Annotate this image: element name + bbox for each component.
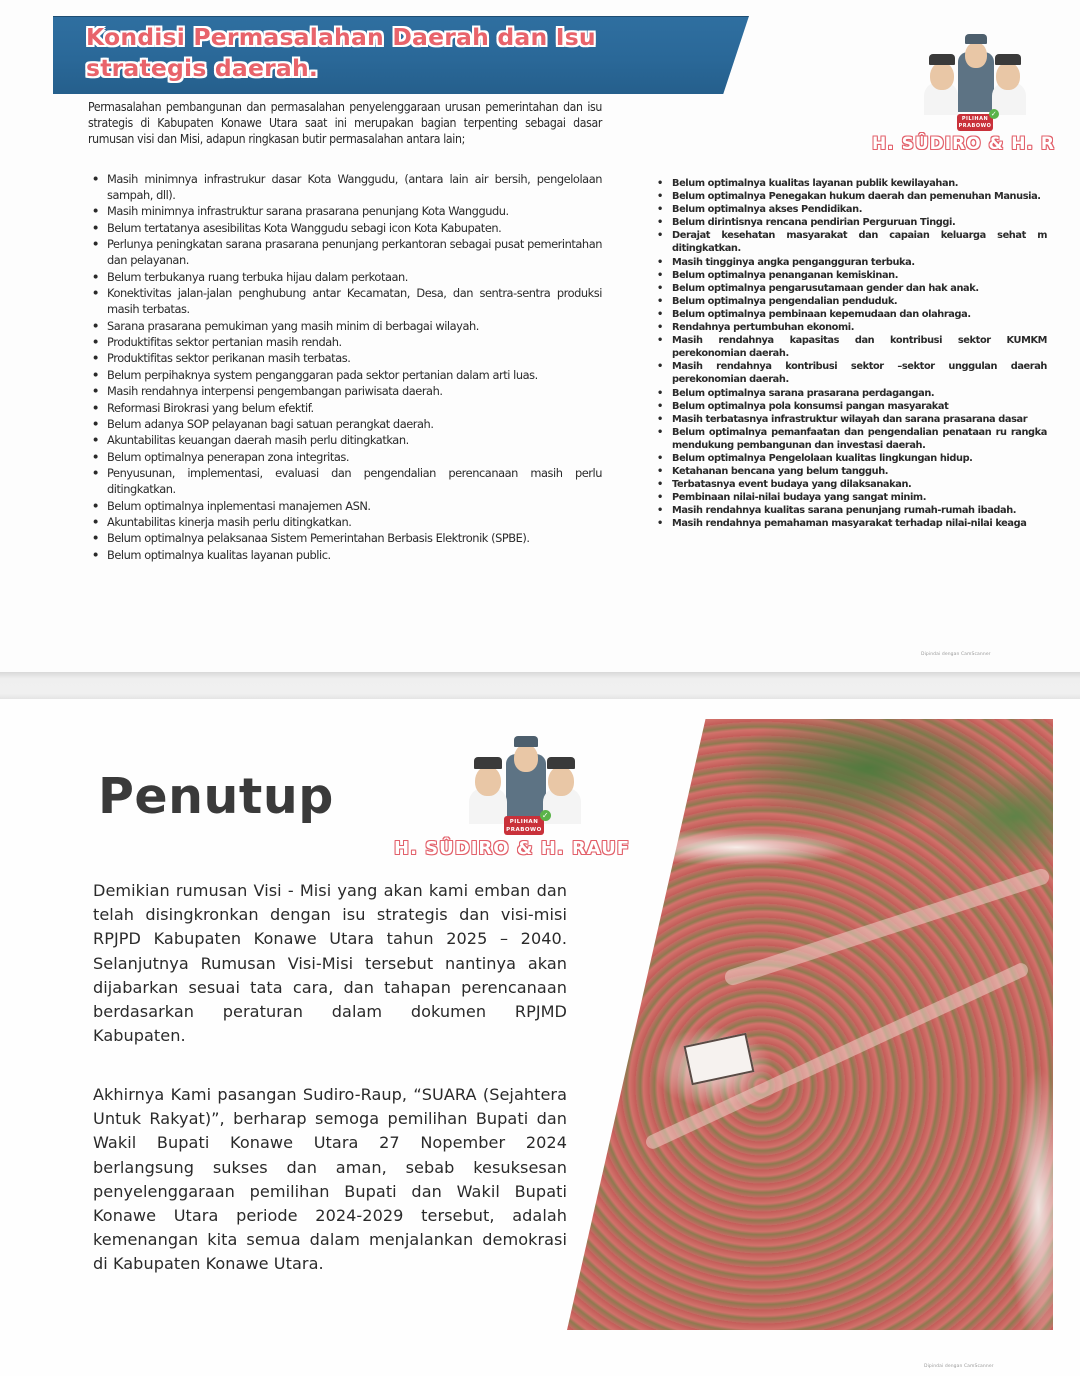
list-item: • Belum optimalnya pola konsumsi pangan masyarakat [655,400,1047,413]
list-item: • Masih rendahnya kapasitas dan kontribusi sektor KUMKM perekonomian daerah. [655,334,1047,360]
list-item: • Masih minimnya infrastrukur dasar Kota Wanggudu, (antara lain air bersih, pengelolaan sampah, dll). [90,171,602,203]
pilihan-prabowo-badge: PILIHAN PRABOWO ✓ [958,110,998,129]
candidate-name: H. SÛDIRO & H. R [872,134,1055,154]
list-item: • Masih rendahnya pemahaman masyarakat terhadap nilai-nilai keaga [655,517,1047,530]
list-item: • Belum optimalnya pembinaan kepemudaan dan olahraga. [655,308,1047,321]
list-item: • Belum tertatanya asesibilitas Kota Wanggudu sebagi icon Kota Kabupaten. [90,220,602,236]
closing-title: Penutup [98,768,334,825]
issues-list-left [90,171,602,563]
list-item: • Terbatasnya event budaya yang dilaksanakan. [655,478,1047,491]
page-separator [0,672,1080,699]
check-icon: ✓ [990,110,998,118]
candidate-logo [394,728,650,859]
list-item: • Akuntabilitas kinerja masih perlu ditingkatkan. [90,514,602,530]
list-item: • Produktifitas sektor perikanan masih terbatas. [90,350,602,366]
list-item: • Masih rendahnya kontribusi sektor –sektor unggulan daerah perekonomian daerah. [655,360,1047,386]
list-item: • Reformasi Birokrasi yang belum efektif. [90,400,602,416]
pilihan-prabowo-badge: PILIHAN PRABOWO ✓ [504,816,544,835]
closing-paragraph-1: Demikian rumusan Visi - Misi yang akan kami emban dan telah disingkronkan dengan isu strategis dan visi-misi RPJPD Kabupaten Konawe Utara tahun 2025 – 2040. Selanjutnya Rumusan Visi-Misi tersebut nantinya akan dijabarkan sesuai tata cara, dan tahapan perencanaan berdasarkan peraturan dalam dokumen RPJMD Kabupaten. [93,881,567,1046]
list-item: • Masih rendahnya interpensi pengembangan pariwisata daerah. [90,383,602,399]
list-item: • Belum dirintisnya rencana pendirian Perguruan Tinggi. [655,216,1047,229]
photo-path-detail [723,867,1051,987]
list-item: • Konektivitas jalan-jalan penghubung antar Kecamatan, Desa, dan sentra-sentra produksi masih terbatas. [90,285,602,317]
list-item: • Rendahnya pertumbuhan ekonomi. [655,321,1047,334]
list-item: • Masih rendahnya kualitas sarana penunjang rumah-rumah ibadah. [655,504,1047,517]
list-item: • Belum optimalnya penerapan zona integritas. [90,449,602,465]
list-item: • Belum optimalnya kualitas layanan publik kewilayahan. [655,177,1047,190]
list-item: • Belum optimalnya penanganan kemiskinan. [655,269,1047,282]
list-item: • Belum optimalnya pemanfaatan dan pengendalian penataan ru rangka mendukung pembangunan dan investasi daerah. [655,426,1047,452]
list-item: • Masih minimnya infrastruktur sarana prasarana penunjang Kota Wanggudu. [90,203,602,219]
hut-icon [684,1033,755,1085]
list-item: • Perlunya peningkatan sarana prasarana penunjang perkantoran sebagai pusat pemerintahan dan pelayanan. [90,236,602,268]
list-item: • Belum optimalnya inplementasi manajemen ASN. [90,498,602,514]
closing-paragraph-2: Akhirnya Kami pasangan Sudiro-Raup, “SUARA (Sejahtera Untuk Rakyat)”, berharap semoga pemilihan Bupati dan Wakil Bupati Konawe Utara 27 Nopember 2024 berlangsung sukses dan aman, sebab kesuksesan penyelenggaraan pemilihan Bupati dan Wakil Bupati Konawe Utara periode 2024-2029 tersebut, adalah kemenangan kita semua dalam menjalankan demokrasi di Kabupaten Konawe Utara. [93,1085,567,1274]
page-title: Kondisi Permasalahan Daerah dan Isu strategis daerah. [86,23,596,82]
list-item: • Sarana prasarana pemukiman yang masih minim di berbagai wilayah. [90,318,602,334]
list-item: • Produktifitas sektor pertanian masih rendah. [90,334,602,350]
candidate-photo-icon [465,732,585,824]
list-item: • Belum optimalnya pelaksanaa Sistem Pemerintahan Berbasis Elektronik (SPBE). [90,530,602,546]
list-item: • Akuntabilitas keuangan daerah masih perlu ditingkatkan. [90,432,602,448]
intro-paragraph: Permasalahan pembangunan dan permasalahan penyelenggaraan urusan pemerintahan dan isu strategis di Kabupaten Konawe Utara saat ini merupakan bagian terpenting sebagai dasar rumusan visi dan Misi, adapun ringkasan butir permasalahan antara lain; [88,100,602,147]
list-item: • Belum adanya SOP pelayanan bagi satuan perangkat daerah. [90,416,602,432]
list-item: • Pembinaan nilai-nilai budaya yang sangat minim. [655,491,1047,504]
list-item: • Belum perpihaknya system penganggaran pada sektor pertanian dalam arti luas. [90,367,602,383]
candidate-name: H. SÛDIRO & H. RAUF [394,838,631,859]
list-item: • Belum optimalnya akses Pendidikan. [655,203,1047,216]
list-item: • Masih terbatasnya infrastruktur wilayah dan sarana prasarana dasar [655,413,1047,426]
list-item: • Belum optimalnya sarana prasarana perdagangan. [655,387,1047,400]
candidate-photo-icon [920,30,1030,115]
list-item: • Belum optimalnya Penegakan hukum daerah dan pemenuhan Manusia. [655,190,1047,203]
list-item: • Belum optimalnya kualitas layanan public. [90,547,602,563]
scanner-watermark: Dipindai dengan CamScanner [924,1364,994,1369]
list-item: • Belum optimalnya Pengelolaan kualitas lingkungan hidup. [655,452,1047,465]
list-item: • Ketahanan bencana yang belum tangguh. [655,465,1047,478]
list-item: • Penyusunan, implementasi, evaluasi dan pengendalian perencanaan masih perlu ditingkatkan. [90,465,602,497]
scanner-watermark: Dipindai dengan CamScanner [921,652,991,657]
list-item: • Masih tingginya angka pengangguran terbuka. [655,256,1047,269]
issues-list-right [655,177,1047,531]
list-item: • Belum terbukanya ruang terbuka hijau dalam perkotaan. [90,269,602,285]
document-page-1 [0,0,1080,672]
list-item: • Belum optimalnya pengarusutamaan gender dan hak anak. [655,282,1047,295]
list-item: • Derajat kesehatan masyarakat dan capaian keluarga sehat m ditingkatkan. [655,229,1047,255]
candidate-logo [870,30,1080,160]
list-item: • Belum optimalnya pengendalian penduduk. [655,295,1047,308]
check-icon: ✓ [541,811,550,820]
